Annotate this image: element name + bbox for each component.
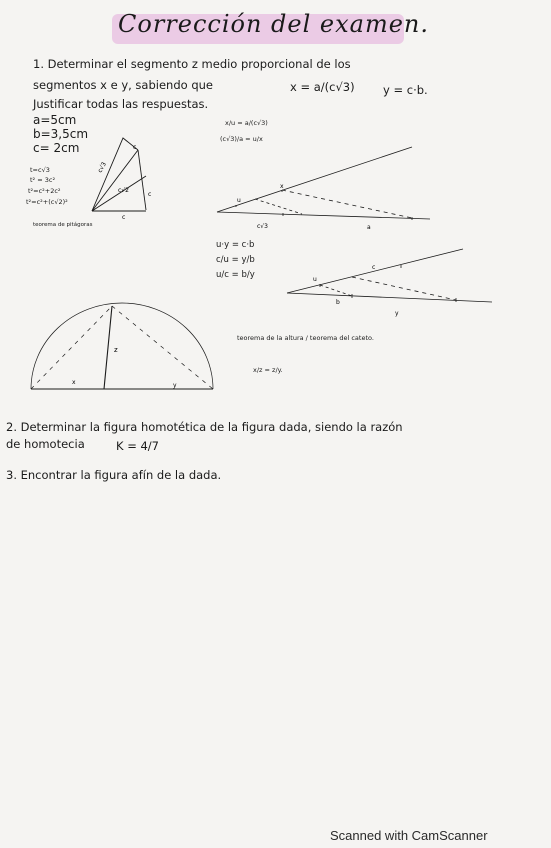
fig3-label-u: u (313, 276, 317, 283)
q1-formula-y: y = c·b. (383, 83, 428, 97)
fig2-label-a: a (367, 224, 371, 231)
triangle-outer-edge (92, 138, 138, 211)
fig2-label-csqrt3: c√3 (257, 223, 268, 230)
fig2-note-1: x/u = a/(c√3) (225, 119, 268, 127)
tri-note-3: t²=c²+2c² (28, 187, 61, 195)
value-a: a=5cm (33, 113, 77, 127)
value-c: c= 2cm (33, 141, 80, 155)
tri-label-csqrt2: c√2 (118, 187, 129, 194)
semicircle-chord-right (112, 306, 213, 389)
tri-label-c-bottom: c (122, 214, 126, 221)
fig3-label-c: c (372, 264, 376, 271)
theorem-note: teorema de la altura / teorema del cateto. (237, 334, 374, 342)
q1-line1: 1. Determinar el segmento z medio proporcional de los (33, 57, 351, 71)
semicircle-chord-left (31, 306, 112, 389)
tri-caption: teorema de pitágoras (33, 222, 93, 228)
proportion-figure-2 (287, 249, 492, 302)
fig3-lower-ray (287, 293, 492, 302)
fig3-label-y: y (395, 310, 399, 317)
semicircle-label-z: z (114, 346, 118, 354)
semicircle-label-x: x (72, 379, 76, 386)
scanner-watermark: Scanned with CamScanner (330, 828, 488, 843)
q3-line1: 3. Encontrar la figura afín de la dada. (6, 468, 222, 482)
relation-note: x/z = z/y. (253, 366, 283, 374)
fig2-note-2: (c√3)/a = u/x (220, 135, 263, 143)
fig3-note-3: u/c = b/y (216, 270, 255, 280)
fig2-label-u: u (237, 197, 241, 204)
semicircle-height-z (104, 306, 112, 389)
q2-line2: de homotecia (6, 437, 85, 451)
fig2-lower-ray (217, 212, 430, 219)
tri-label-csqrt3: c√3 (96, 160, 108, 174)
q2-line1: 2. Determinar la figura homotética de la figura dada, siendo la razón (6, 420, 403, 434)
semicircle-label-y: y (173, 382, 177, 389)
q2-ratio: K = 4/7 (116, 439, 159, 453)
tri-label-c-right: c (148, 191, 152, 198)
fig3-upper-ray (287, 249, 463, 293)
tri-label-c-top: c (133, 144, 137, 151)
fig3-label-b: b (336, 299, 340, 306)
fig2-upper-ray (217, 147, 412, 212)
tri-note-4: t²=c²+(c√2)² (26, 198, 68, 206)
fig2-parallel-1 (255, 199, 302, 214)
q1-formula-x: x = a/(c√3) (290, 80, 355, 94)
fig3-note-2: c/u = y/b (216, 255, 255, 265)
fig3-note-1: u·y = c·b (216, 240, 255, 250)
semicircle-figure (31, 303, 213, 389)
triangle-csqrt3-side (92, 150, 138, 211)
q1-line3: Justificar todas las respuestas. (33, 97, 209, 111)
page-title: Corrección del examen. (118, 10, 430, 38)
fig2-label-x: x (280, 183, 284, 190)
value-b: b=3,5cm (33, 127, 89, 141)
tri-note-2: t² = 3c² (30, 176, 56, 184)
pythagoras-figure (92, 138, 146, 211)
tri-note-1: t=c√3 (30, 166, 50, 174)
q1-line2: segmentos x e y, sabiendo que (33, 78, 213, 92)
semicircle-arc (31, 303, 213, 389)
proportion-figure-1 (217, 147, 430, 220)
